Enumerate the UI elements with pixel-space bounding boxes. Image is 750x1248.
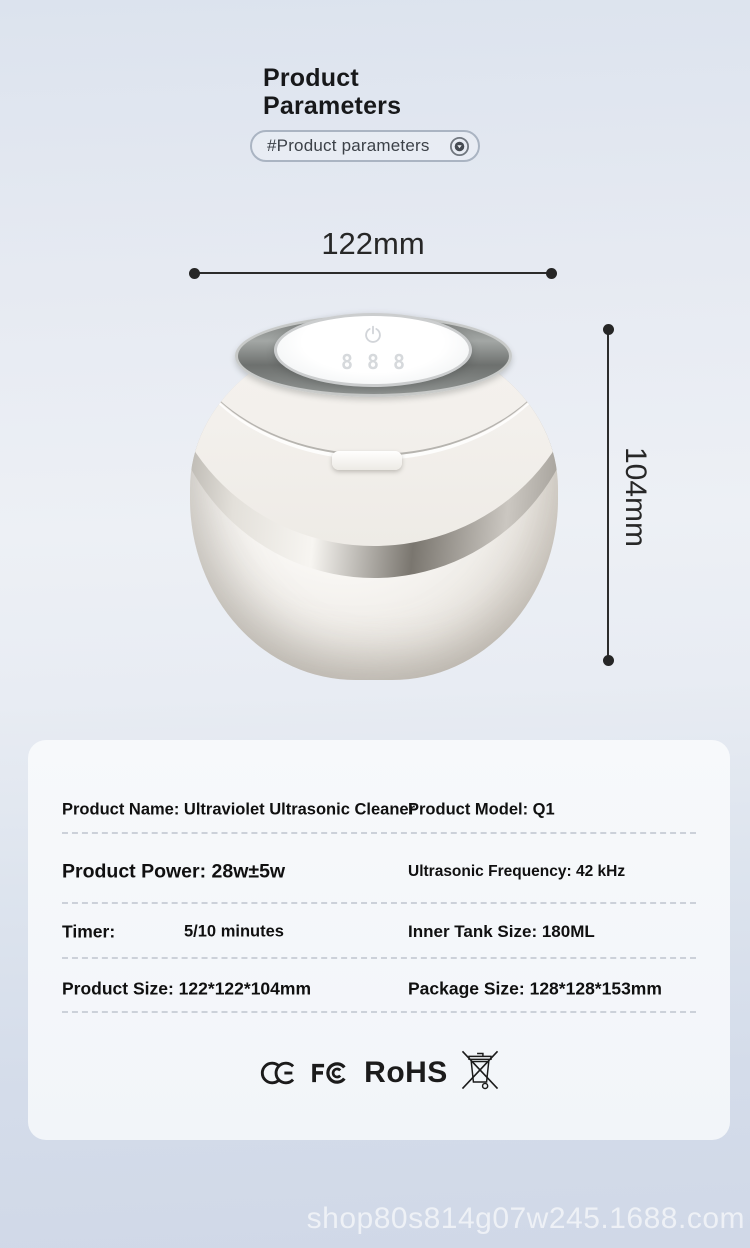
page-title xyxy=(263,64,401,120)
dimension-endpoint-dot xyxy=(189,268,200,279)
height-dimension-line xyxy=(607,330,609,660)
spec-timer-value: 5/10 minutes xyxy=(184,922,284,941)
spec-product-size: Product Size: 122*122*104mm xyxy=(62,978,312,999)
page-title-line2: Parameters xyxy=(263,92,402,120)
spec-row-name-model xyxy=(62,797,696,823)
dimension-endpoint-dot xyxy=(603,655,614,666)
spec-row-power-frequency xyxy=(62,859,696,885)
power-icon xyxy=(363,325,383,350)
dimension-endpoint-dot xyxy=(603,324,614,335)
spec-package-size: Package Size: 128*128*153mm xyxy=(408,978,662,999)
height-dimension-label: 104mm xyxy=(619,446,652,548)
device-led-digits: 888 xyxy=(340,350,420,374)
ultrasonic-cleaner-product-image xyxy=(190,300,558,688)
spec-ultrasonic-frequency: Ultrasonic Frequency: 42 kHz xyxy=(408,863,626,880)
divider xyxy=(62,832,696,834)
width-dimension-label: 122mm xyxy=(321,226,425,261)
spec-inner-tank-size: Inner Tank Size: 180ML xyxy=(408,922,595,941)
product-parameters-tag[interactable] xyxy=(250,130,480,162)
ce-mark-icon xyxy=(259,1058,296,1088)
shop-watermark: shop80s814g07w245.1688.com xyxy=(306,1202,745,1235)
rohs-label: RoHS xyxy=(364,1056,448,1089)
divider xyxy=(62,957,696,959)
spec-row-timer-tank xyxy=(62,919,696,945)
spec-product-model: Product Model: Q1 xyxy=(408,800,555,819)
width-dimension-line xyxy=(195,272,551,274)
spec-product-power: Product Power: 28w±5w xyxy=(62,860,286,883)
device-display-panel xyxy=(274,313,472,387)
spec-product-name: Product Name: Ultraviolet Ultrasonic Cleaner xyxy=(62,800,416,819)
lid-tab xyxy=(332,451,402,470)
divider xyxy=(62,1011,696,1013)
divider xyxy=(62,902,696,904)
spec-row-sizes xyxy=(62,976,696,1002)
spec-card xyxy=(28,740,730,1140)
spec-timer-label: Timer: xyxy=(62,921,116,942)
crossed-out-wheelie-bin-icon xyxy=(461,1049,499,1093)
certification-marks xyxy=(28,1046,730,1100)
fcc-mark-icon xyxy=(309,1058,351,1088)
circle-caret-down-icon xyxy=(449,136,470,157)
dimension-endpoint-dot xyxy=(546,268,557,279)
page-title-line1: Product xyxy=(263,64,359,92)
tag-label: #Product parameters xyxy=(267,136,430,155)
